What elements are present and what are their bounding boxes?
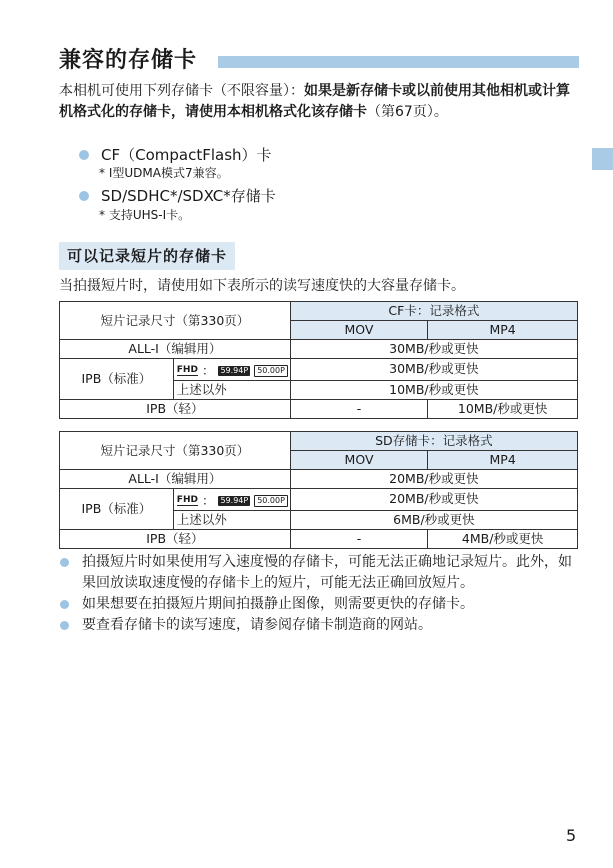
note-item — [59, 594, 583, 615]
rate-5000p-icon: 50.00P — [254, 495, 288, 507]
intro-text-bold: 如果是新存储卡或以前使用其他相机或计算机格式化的存储卡，请使用本相机格式化该存储卡 — [59, 83, 570, 120]
bullet-icon — [79, 191, 89, 201]
size-header: 短片记录尺寸（第330页） — [60, 432, 291, 470]
note-text: 要查看存储卡的读写速度，请参阅存储卡制造商的网站。 — [82, 617, 432, 633]
alli-label: ALL-I（编辑用） — [60, 470, 291, 489]
ipb-value-1: 30MB/秒或更快 — [290, 359, 577, 381]
ipb-condition-other: 上述以外 — [173, 380, 290, 399]
col-mov: MOV — [290, 321, 427, 340]
title-row — [59, 44, 579, 78]
bullet-icon — [60, 600, 69, 609]
alli-label: ALL-I（编辑用） — [60, 340, 291, 359]
col-mov: MOV — [290, 451, 428, 470]
page-title: 兼容的存储卡 — [59, 48, 198, 73]
note-item — [59, 615, 583, 636]
size-header: 短片记录尺寸（第330页） — [60, 302, 291, 340]
intro-text-1: 本相机可使用下列存储卡（不限容量）： — [59, 83, 304, 99]
col-mp4: MP4 — [428, 451, 578, 470]
alli-value: 30MB/秒或更快 — [290, 340, 577, 359]
card-item-cf — [79, 145, 272, 165]
light-label: IPB（轻） — [60, 399, 291, 418]
lead-text: 当拍摄短片时，请使用如下表所示的读写速度快的大容量存储卡。 — [59, 278, 465, 294]
light-mov: - — [290, 529, 428, 548]
card-name: SD/SDHC*/SDXC*存储卡 — [101, 187, 276, 205]
bullet-icon — [79, 150, 89, 160]
rate-5000p-icon: 50.00P — [254, 365, 288, 377]
cf-card-table — [59, 301, 578, 419]
card-item-sd — [79, 186, 276, 206]
separator: ： — [201, 492, 215, 508]
format-header: CF卡：记录格式 — [290, 302, 577, 321]
col-mp4: MP4 — [428, 321, 578, 340]
page-number: 5 — [566, 826, 577, 845]
bullet-icon — [60, 558, 69, 567]
intro-paragraph — [59, 81, 583, 123]
card-note: * I型UDMA模式7兼容。 — [99, 166, 229, 180]
fhd-icon: FHD — [176, 495, 198, 505]
bullet-icon — [60, 621, 69, 630]
fhd-icon: FHD — [176, 365, 198, 375]
sd-card-table — [59, 431, 578, 549]
note-text: 如果想要在拍摄短片期间拍摄静止图像，则需要更快的存储卡。 — [82, 596, 474, 612]
card-note: * 支持UHS-I卡。 — [99, 208, 191, 222]
light-label: IPB（轻） — [60, 529, 291, 548]
light-mp4: 4MB/秒或更快 — [428, 529, 578, 548]
ipb-label: IPB（标准） — [60, 359, 174, 400]
light-mp4: 10MB/秒或更快 — [428, 399, 578, 418]
card-name: CF（CompactFlash）卡 — [101, 146, 272, 164]
separator: ： — [201, 362, 215, 378]
ipb-value-2: 10MB/秒或更快 — [290, 380, 577, 399]
chapter-tab-marker — [592, 148, 613, 170]
intro-text-2: （第67页）。 — [367, 104, 448, 120]
light-mov: - — [290, 399, 427, 418]
ipb-condition-fhd — [173, 359, 290, 381]
note-text: 拍摄短片时如果使用写入速度慢的存储卡，可能无法正确地记录短片。此外，如果回放读取速度慢的存储卡上的短片，可能无法正确回放短片。 — [82, 554, 572, 591]
notes-list — [59, 552, 583, 636]
rate-5994p-icon: 59.94P — [220, 365, 249, 375]
format-header: SD存储卡：记录格式 — [290, 432, 577, 451]
ipb-label: IPB（标准） — [60, 489, 174, 530]
ipb-value-2: 6MB/秒或更快 — [290, 510, 577, 529]
section-subheading: 可以记录短片的存储卡 — [59, 242, 235, 270]
ipb-condition-fhd — [173, 489, 290, 511]
rate-5994p-icon: 59.94P — [220, 495, 249, 505]
note-item — [59, 552, 583, 594]
ipb-value-1: 20MB/秒或更快 — [290, 489, 577, 511]
alli-value: 20MB/秒或更快 — [290, 470, 577, 489]
ipb-condition-other: 上述以外 — [173, 510, 290, 529]
title-accent-bar — [218, 56, 579, 68]
